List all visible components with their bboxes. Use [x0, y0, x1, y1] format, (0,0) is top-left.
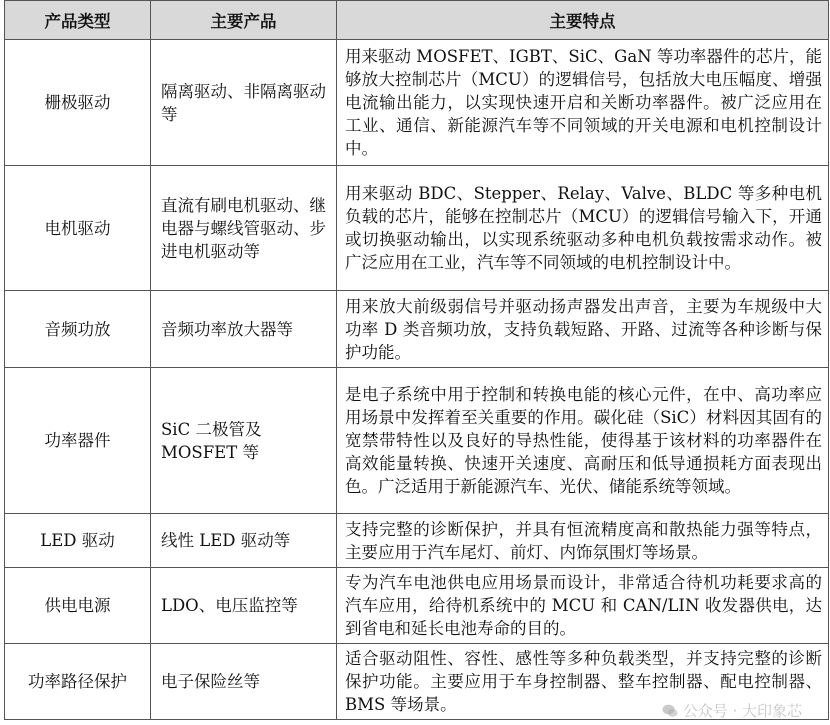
product-type-cell: 功率路径保护 — [5, 644, 151, 720]
header-main-products: 主要产品 — [151, 1, 337, 40]
table-row — [5, 166, 829, 291]
product-type-cell: 音频功放 — [5, 291, 151, 368]
table-row — [5, 644, 829, 720]
header-product-type: 产品类型 — [5, 1, 151, 40]
header-main-features: 主要特点 — [337, 1, 829, 40]
product-type-cell: 栅极驱动 — [5, 40, 151, 166]
main-products-cell: SiC 二极管及 MOSFET 等 — [151, 368, 337, 514]
main-features-cell: 专为汽车电池供电应用场景而设计，非常适合待机功耗要求高的汽车应用，给待机系统中的 MCU 和 CAN/LIN 收发器供电，达到省电和延长电池寿命的目的。 — [337, 568, 829, 644]
table-row — [5, 568, 829, 644]
product-type-cell: 电机驱动 — [5, 166, 151, 291]
table-header-row — [5, 1, 829, 40]
watermark-text: 公众号 · 大印象芯 — [682, 702, 802, 720]
main-features-cell: 用来驱动 BDC、Stepper、Relay、Valve、BLDC 等多种电机负载的芯片，能够在控制芯片（MCU）的逻辑信号输入下，开通或切换驱动输出，以实现系统驱动多种电机负载按需求动作。被广泛应用在工业，汽车等不同领域的电机控制设计中。 — [337, 166, 829, 291]
main-products-cell: 隔离驱动、非隔离驱动等 — [151, 40, 337, 166]
main-features-cell: 适合驱动阻性、容性、感性等多种负载类型，并支持完整的诊断保护功能。主要应用于车身控制器、整车控制器、配电控制器、BMS 等场景。 — [337, 644, 829, 720]
main-features-cell: 是电子系统中用于控制和转换电能的核心元件，在中、高功率应用场景中发挥着至关重要的作用。碳化硅（SiC）材料因其固有的宽禁带特性以及良好的导热性能，使得基于该材料的功率器件在高效能量转换、快速开关速度、高耐压和低导通损耗方面表现出色。广泛适用于新能源汽车、光伏、储能系统等领域。 — [337, 368, 829, 514]
main-features-cell: 用来放大前级弱信号并驱动扬声器发出声音，主要为车规级中大功率 D 类音频功放，支持负载短路、开路、过流等各种诊断与保护功能。 — [337, 291, 829, 368]
product-type-cell: 功率器件 — [5, 368, 151, 514]
main-products-cell: 音频功率放大器等 — [151, 291, 337, 368]
table-row — [5, 40, 829, 166]
product-type-cell: LED 驱动 — [5, 514, 151, 568]
table-row — [5, 514, 829, 568]
main-products-cell: 电子保险丝等 — [151, 644, 337, 720]
product-table — [4, 0, 829, 720]
product-type-cell: 供电电源 — [5, 568, 151, 644]
table-row — [5, 291, 829, 368]
main-products-cell: LDO、电压监控等 — [151, 568, 337, 644]
main-features-cell: 支持完整的诊断保护，并具有恒流精度高和散热能力强等特点，主要应用于汽车尾灯、前灯、内饰氛围灯等场景。 — [337, 514, 829, 568]
document-page — [4, 0, 828, 724]
main-features-cell: 用来驱动 MOSFET、IGBT、SiC、GaN 等功率器件的芯片，能够放大控制芯片（MCU）的逻辑信号，包括放大电压幅度、增强电流输出能力，以实现快速开启和关断功率器件。被广泛应用在工业、通信、新能源汽车等不同领域的开关电源和电机控制设计中。 — [337, 40, 829, 166]
table-row — [5, 368, 829, 514]
main-products-cell: 线性 LED 驱动等 — [151, 514, 337, 568]
main-products-cell: 直流有刷电机驱动、继电器与螺线管驱动、步进电机驱动等 — [151, 166, 337, 291]
